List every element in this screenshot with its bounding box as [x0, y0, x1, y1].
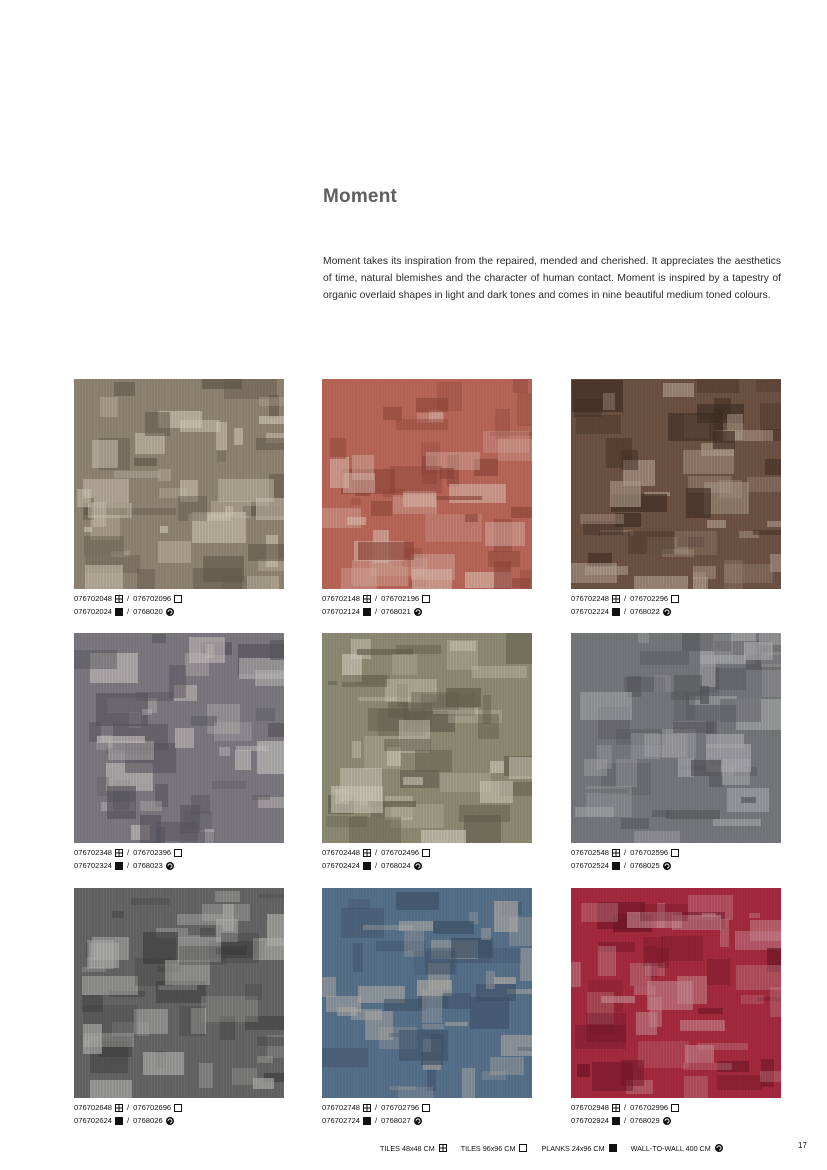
roll-circle-icon	[715, 1144, 723, 1152]
separator: /	[624, 607, 627, 616]
code-tile96: 076702396	[133, 848, 172, 857]
codes-tiles-line	[571, 846, 801, 859]
separator: /	[127, 594, 130, 603]
separator: /	[127, 1116, 130, 1125]
codes-tiles-line	[571, 592, 801, 605]
separator: /	[375, 607, 378, 616]
empty-square-icon	[671, 1104, 679, 1112]
quad-grid-icon	[612, 1104, 620, 1112]
code-tile48: 076702748	[322, 1103, 361, 1112]
code-tile48: 076702048	[74, 594, 113, 603]
codes-plank-line	[571, 605, 801, 618]
roll-circle-icon	[663, 862, 671, 870]
roll-circle-icon	[166, 608, 174, 616]
codes-plank-line	[571, 859, 801, 872]
separator: /	[624, 594, 627, 603]
roll-circle-icon	[663, 608, 671, 616]
filled-square-icon	[612, 608, 620, 616]
code-plank: 076702524	[571, 861, 610, 870]
codes-plank-line	[74, 1114, 304, 1127]
page-title: Moment	[323, 186, 398, 207]
product-codes	[74, 1101, 304, 1127]
code-tile48: 076702448	[322, 848, 361, 857]
codes-tiles-line	[74, 846, 304, 859]
codes-tiles-line	[74, 1101, 304, 1114]
product-codes	[322, 1101, 552, 1127]
filled-square-icon	[612, 862, 620, 870]
code-plank: 076702424	[322, 861, 361, 870]
product-codes	[571, 846, 801, 872]
legend-tiles48-label: TILES 48x48 CM	[380, 1143, 435, 1153]
carpet-swatch	[74, 379, 284, 589]
code-tile96: 076702196	[381, 594, 420, 603]
code-tile96: 076702996	[630, 1103, 669, 1112]
codes-plank-line	[322, 859, 552, 872]
product-codes	[322, 846, 552, 872]
codes-tiles-line	[322, 592, 552, 605]
description: Moment takes its inspiration from the repaired, mended and cherished. It appreciates the aesthetics of time, natural blemishes and the character of human contact. Moment is inspired by a tapestry of organic overlaid shapes in light and dark tones and comes in nine beautiful medium toned colours.	[323, 256, 781, 301]
code-tile48: 076702948	[571, 1103, 610, 1112]
quad-grid-icon	[612, 595, 620, 603]
empty-square-icon	[519, 1144, 527, 1152]
legend-wtw	[631, 1144, 723, 1153]
code-tile96: 076702296	[630, 594, 669, 603]
code-tile96: 076702496	[381, 848, 420, 857]
codes-plank-line	[571, 1114, 801, 1127]
empty-square-icon	[174, 595, 182, 603]
carpet-swatch	[571, 888, 781, 1098]
filled-square-icon	[609, 1144, 617, 1152]
separator: /	[127, 1103, 130, 1112]
separator: /	[624, 1103, 627, 1112]
code-plank: 076702124	[322, 607, 361, 616]
quad-grid-icon	[115, 595, 123, 603]
filled-square-icon	[612, 1117, 620, 1125]
code-tile48: 076702248	[571, 594, 610, 603]
legend	[380, 1141, 810, 1155]
codes-tiles-line	[571, 1101, 801, 1114]
legend-wtw-label: WALL-TO-WALL 400 CM	[630, 1143, 711, 1153]
code-wtw: 0768025	[630, 861, 660, 870]
quad-grid-icon	[363, 1104, 371, 1112]
codes-plank-line	[322, 605, 552, 618]
code-wtw: 0768020	[133, 607, 163, 616]
legend-planks-label: PLANKS 24x96 CM	[541, 1143, 605, 1153]
carpet-swatch	[322, 379, 532, 589]
separator: /	[127, 861, 130, 870]
code-wtw: 0768027	[381, 1116, 411, 1125]
carpet-swatch	[74, 888, 284, 1098]
code-wtw: 0768022	[630, 607, 660, 616]
code-plank: 076702324	[74, 861, 113, 870]
code-tile96: 076702596	[630, 848, 669, 857]
product-codes	[571, 1101, 801, 1127]
empty-square-icon	[422, 595, 430, 603]
empty-square-icon	[422, 1104, 430, 1112]
separator: /	[375, 1103, 378, 1112]
roll-circle-icon	[663, 1117, 671, 1125]
quad-grid-icon	[115, 849, 123, 857]
roll-circle-icon	[414, 608, 422, 616]
roll-circle-icon	[414, 1117, 422, 1125]
empty-square-icon	[174, 1104, 182, 1112]
codes-plank-line	[322, 1114, 552, 1127]
filled-square-icon	[115, 608, 123, 616]
filled-square-icon	[363, 1117, 371, 1125]
carpet-swatch	[322, 888, 532, 1098]
code-tile48: 076702148	[322, 594, 361, 603]
codes-tiles-line	[322, 1101, 552, 1114]
code-tile96: 076702096	[133, 594, 172, 603]
roll-circle-icon	[166, 1117, 174, 1125]
empty-square-icon	[422, 849, 430, 857]
roll-circle-icon	[414, 862, 422, 870]
code-wtw: 0768026	[133, 1116, 163, 1125]
filled-square-icon	[363, 862, 371, 870]
page-number: 17	[798, 1141, 807, 1150]
quad-grid-icon	[439, 1144, 447, 1152]
legend-tiles96-label: TILES 96x96 CM	[460, 1143, 516, 1153]
legend-tiles96	[461, 1144, 528, 1153]
carpet-swatch	[571, 633, 781, 843]
code-tile48: 076702348	[74, 848, 113, 857]
separator: /	[375, 861, 378, 870]
code-tile48: 076702548	[571, 848, 610, 857]
code-tile96: 076702796	[381, 1103, 420, 1112]
code-plank: 076702024	[74, 607, 113, 616]
separator: /	[127, 607, 130, 616]
code-plank: 076702724	[322, 1116, 361, 1125]
carpet-swatch	[322, 633, 532, 843]
quad-grid-icon	[363, 595, 371, 603]
code-wtw: 0768023	[133, 861, 163, 870]
empty-square-icon	[671, 595, 679, 603]
separator: /	[375, 1116, 378, 1125]
separator: /	[624, 848, 627, 857]
separator: /	[624, 861, 627, 870]
code-wtw: 0768024	[381, 861, 411, 870]
separator: /	[375, 594, 378, 603]
filled-square-icon	[115, 862, 123, 870]
quad-grid-icon	[612, 849, 620, 857]
empty-square-icon	[671, 849, 679, 857]
legend-tiles48	[380, 1144, 447, 1153]
code-plank: 076702624	[74, 1116, 113, 1125]
carpet-swatch	[74, 633, 284, 843]
quad-grid-icon	[363, 849, 371, 857]
product-codes	[571, 592, 801, 618]
empty-square-icon	[174, 849, 182, 857]
code-tile48: 076702648	[74, 1103, 113, 1112]
quad-grid-icon	[115, 1104, 123, 1112]
separator: /	[624, 1116, 627, 1125]
code-plank: 076702224	[571, 607, 610, 616]
filled-square-icon	[115, 1117, 123, 1125]
code-tile96: 076702696	[133, 1103, 172, 1112]
product-codes	[74, 846, 304, 872]
codes-tiles-line	[74, 592, 304, 605]
legend-planks	[541, 1144, 616, 1153]
product-codes	[74, 592, 304, 618]
codes-tiles-line	[322, 846, 552, 859]
roll-circle-icon	[166, 862, 174, 870]
codes-plank-line	[74, 605, 304, 618]
codes-plank-line	[74, 859, 304, 872]
filled-square-icon	[363, 608, 371, 616]
code-wtw: 0768021	[381, 607, 411, 616]
separator: /	[375, 848, 378, 857]
carpet-swatch	[571, 379, 781, 589]
code-plank: 076702924	[571, 1116, 610, 1125]
separator: /	[127, 848, 130, 857]
product-codes	[322, 592, 552, 618]
code-wtw: 0768029	[630, 1116, 660, 1125]
